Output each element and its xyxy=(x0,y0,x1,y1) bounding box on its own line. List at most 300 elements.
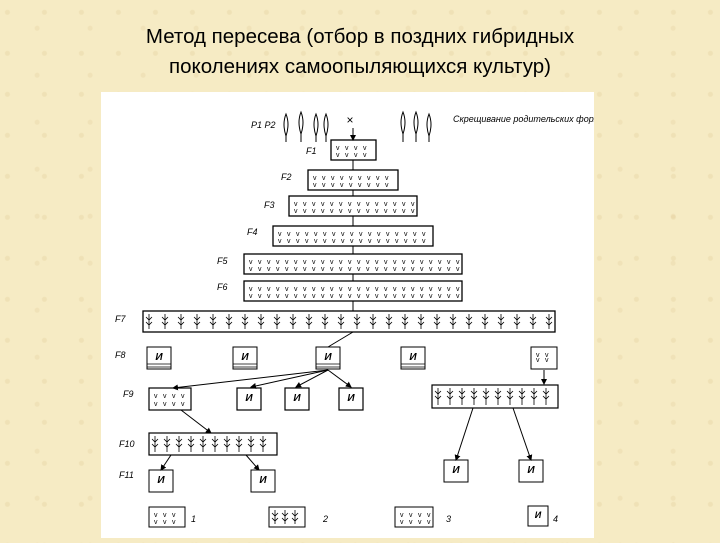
seedling-mark: v xyxy=(303,259,307,266)
seedling-mark: v xyxy=(348,286,352,293)
seedling-mark: v xyxy=(366,201,370,208)
legend xyxy=(149,506,558,527)
seedling-mark: v xyxy=(411,208,415,215)
slide-title xyxy=(0,22,720,82)
seedling-mark: v xyxy=(409,512,413,519)
seedling-mark: v xyxy=(267,293,271,300)
seedling-mark: v xyxy=(330,201,334,208)
seedling-mark: v xyxy=(181,393,185,400)
plant-mark xyxy=(370,314,376,329)
seedling-mark: v xyxy=(330,259,334,266)
seedling-mark: v xyxy=(181,401,185,408)
plant-mark xyxy=(531,388,537,405)
seedling-mark: v xyxy=(359,238,363,245)
seedling-mark: v xyxy=(456,286,460,293)
seedling-mark: v xyxy=(447,259,451,266)
seedling-mark: v xyxy=(312,208,316,215)
seedling-mark: v xyxy=(321,293,325,300)
seedling-mark: v xyxy=(258,259,262,266)
seedling-mark: v xyxy=(456,259,460,266)
seedling-mark: v xyxy=(313,175,317,182)
plant-mark xyxy=(466,314,472,329)
plant-mark xyxy=(290,314,296,329)
seedling-mark: v xyxy=(545,357,549,364)
seedling-mark: v xyxy=(354,145,358,152)
seedling-mark: v xyxy=(438,293,442,300)
seedling-mark: v xyxy=(276,286,280,293)
seedling-mark: v xyxy=(323,238,327,245)
plant-mark xyxy=(274,314,280,329)
plant-mark xyxy=(242,314,248,329)
seedling-mark: v xyxy=(402,201,406,208)
seedling-mark: v xyxy=(375,259,379,266)
seedling-mark: v xyxy=(321,208,325,215)
seedling-mark: v xyxy=(339,293,343,300)
plant-mark xyxy=(176,436,182,452)
label-f11: F11 xyxy=(119,470,134,480)
plant-mark xyxy=(546,314,552,329)
seedling-mark: v xyxy=(294,266,298,273)
seedling-mark: v xyxy=(294,293,298,300)
seedling-mark: v xyxy=(294,208,298,215)
seedling-mark: v xyxy=(303,293,307,300)
seedling-mark: v xyxy=(163,401,167,408)
plant-mark xyxy=(354,314,360,329)
seedling-mark: v xyxy=(366,208,370,215)
seedling-mark: v xyxy=(330,266,334,273)
seedling-mark: v xyxy=(322,182,326,189)
seedling-mark: v xyxy=(368,238,372,245)
plant-mark xyxy=(200,436,206,452)
seedling-mark: v xyxy=(375,286,379,293)
plot-letter: И xyxy=(452,465,460,476)
seedling-mark: v xyxy=(366,286,370,293)
seedling-mark: v xyxy=(427,519,431,526)
seedling-mark: v xyxy=(154,512,158,519)
label-f9: F9 xyxy=(123,389,134,399)
plot-letter: И xyxy=(527,465,535,476)
seedling-mark: v xyxy=(332,231,336,238)
seedling-mark: v xyxy=(357,266,361,273)
plot-letter: И xyxy=(259,475,267,486)
seedling-mark: v xyxy=(359,231,363,238)
seedling-mark: v xyxy=(411,266,415,273)
seedling-mark: v xyxy=(420,266,424,273)
plant-mark xyxy=(459,388,465,405)
seedling-mark: v xyxy=(305,231,309,238)
seedling-mark: v xyxy=(384,201,388,208)
plant-mark xyxy=(482,314,488,329)
seedling-mark: v xyxy=(339,201,343,208)
seedling-mark: v xyxy=(393,208,397,215)
seedling-mark: v xyxy=(154,393,158,400)
plant-mark xyxy=(507,388,513,405)
seedling-mark: v xyxy=(323,231,327,238)
seedling-mark: v xyxy=(285,259,289,266)
plant-mark xyxy=(435,388,441,405)
seedling-mark: v xyxy=(438,259,442,266)
label-f5: F5 xyxy=(217,256,228,266)
plant-mark xyxy=(498,314,504,329)
seedling-mark: v xyxy=(303,201,307,208)
seedling-mark: v xyxy=(429,293,433,300)
seedling-mark: v xyxy=(276,293,280,300)
title-line-2: поколениях самоопыляющихся культур) xyxy=(169,55,551,78)
seedling-mark: v xyxy=(249,259,253,266)
label-f1: F1 xyxy=(306,146,317,156)
seedling-mark: v xyxy=(447,286,451,293)
plant-mark xyxy=(338,314,344,329)
seedling-mark: v xyxy=(287,231,291,238)
seedling-mark: v xyxy=(321,266,325,273)
seedling-mark: v xyxy=(456,293,460,300)
plot-f8-5 xyxy=(531,347,557,369)
plot-letter: И xyxy=(409,352,417,363)
legend-number: 4 xyxy=(553,514,559,524)
seedling-mark: v xyxy=(545,352,549,359)
seedling-mark: v xyxy=(287,238,291,245)
seedling-mark: v xyxy=(322,175,326,182)
seedling-mark: v xyxy=(348,259,352,266)
seedling-mark: v xyxy=(331,175,335,182)
plot-f3 xyxy=(289,196,417,216)
seedling-mark: v xyxy=(536,357,540,364)
seedling-mark: v xyxy=(411,259,415,266)
seedling-mark: v xyxy=(294,286,298,293)
seedling-mark: v xyxy=(366,259,370,266)
plot-letter: И xyxy=(241,352,249,363)
plant-mark xyxy=(236,436,242,452)
plant-mark xyxy=(194,314,200,329)
plot-letter: И xyxy=(324,352,332,363)
selection-scheme-diagram xyxy=(101,92,594,538)
plant-mark xyxy=(519,388,525,405)
seedling-mark: v xyxy=(418,519,422,526)
seedling-mark: v xyxy=(321,201,325,208)
seedling-mark: v xyxy=(312,201,316,208)
seedling-mark: v xyxy=(163,519,167,526)
plot-letter: И xyxy=(245,393,253,404)
seedling-mark: v xyxy=(357,259,361,266)
seedling-mark: v xyxy=(413,231,417,238)
seedling-mark: v xyxy=(341,238,345,245)
seedling-mark: v xyxy=(402,286,406,293)
seedling-mark: v xyxy=(258,266,262,273)
label-f3: F3 xyxy=(264,200,275,210)
plant-mark xyxy=(210,314,216,329)
wheat-ear-icon xyxy=(284,112,328,142)
seedling-mark: v xyxy=(375,266,379,273)
seedling-mark: v xyxy=(276,266,280,273)
seedling-mark: v xyxy=(303,266,307,273)
diagram-panel xyxy=(101,92,594,538)
seedling-mark: v xyxy=(339,259,343,266)
seedling-mark: v xyxy=(384,208,388,215)
seedling-mark: v xyxy=(376,182,380,189)
seedling-mark: v xyxy=(339,208,343,215)
seedling-mark: v xyxy=(267,266,271,273)
seedling-mark: v xyxy=(385,182,389,189)
seedling-mark: v xyxy=(348,293,352,300)
seedling-mark: v xyxy=(422,231,426,238)
seedling-mark: v xyxy=(312,259,316,266)
seedling-mark: v xyxy=(393,266,397,273)
plot-f7 xyxy=(143,311,555,332)
plant-mark xyxy=(224,436,230,452)
plant-mark xyxy=(402,314,408,329)
seedling-mark: v xyxy=(447,293,451,300)
plant-mark xyxy=(248,436,254,452)
seedling-mark: v xyxy=(303,208,307,215)
plant-mark xyxy=(514,314,520,329)
seedling-mark: v xyxy=(276,259,280,266)
legend-number: 3 xyxy=(446,514,452,524)
seedling-mark: v xyxy=(366,293,370,300)
seedling-mark: v xyxy=(447,266,451,273)
label-f4: F4 xyxy=(247,227,258,237)
seedling-mark: v xyxy=(336,152,340,159)
legend-swatch-2 xyxy=(269,507,305,527)
seedling-mark: v xyxy=(321,259,325,266)
seedling-mark: v xyxy=(296,231,300,238)
plant-mark xyxy=(450,314,456,329)
seedling-mark: v xyxy=(402,266,406,273)
seedling-mark: v xyxy=(350,238,354,245)
seedling-mark: v xyxy=(172,393,176,400)
seedling-mark: v xyxy=(418,512,422,519)
seedling-mark: v xyxy=(312,293,316,300)
legend-number: 1 xyxy=(191,514,197,524)
seedling-mark: v xyxy=(249,266,253,273)
seedling-mark: v xyxy=(163,512,167,519)
plant-mark xyxy=(258,314,264,329)
seedling-mark: v xyxy=(358,175,362,182)
plant-mark xyxy=(164,436,170,452)
seedling-mark: v xyxy=(536,352,540,359)
seedling-mark: v xyxy=(332,238,336,245)
seedling-mark: v xyxy=(429,266,433,273)
seedling-mark: v xyxy=(345,152,349,159)
plant-mark xyxy=(162,314,168,329)
seedling-mark: v xyxy=(409,519,413,526)
parents-label: P1 P2 xyxy=(251,120,276,130)
seedling-mark: v xyxy=(377,231,381,238)
seedling-mark: v xyxy=(341,231,345,238)
seedling-mark: v xyxy=(363,145,367,152)
seedling-mark: v xyxy=(420,286,424,293)
seedling-mark: v xyxy=(411,286,415,293)
plant-mark xyxy=(272,510,278,524)
seedling-mark: v xyxy=(312,286,316,293)
seedling-mark: v xyxy=(420,293,424,300)
seedling-mark: v xyxy=(294,201,298,208)
seedling-mark: v xyxy=(249,293,253,300)
seedling-mark: v xyxy=(296,238,300,245)
seedling-mark: v xyxy=(345,145,349,152)
seedling-mark: v xyxy=(404,231,408,238)
seedling-mark: v xyxy=(330,293,334,300)
seedling-mark: v xyxy=(357,208,361,215)
seedling-mark: v xyxy=(404,238,408,245)
plot-f10 xyxy=(149,433,277,455)
generation-labels xyxy=(115,146,317,480)
plant-mark xyxy=(152,436,158,452)
plant-mark xyxy=(178,314,184,329)
seedling-mark: v xyxy=(402,208,406,215)
seedling-mark: v xyxy=(172,512,176,519)
plant-mark xyxy=(282,510,288,524)
seedling-mark: v xyxy=(313,182,317,189)
plot-letter: И xyxy=(347,393,355,404)
seedling-mark: v xyxy=(395,231,399,238)
plant-mark xyxy=(530,314,536,329)
plots-f10-right xyxy=(444,460,543,482)
seedling-mark: v xyxy=(285,286,289,293)
plant-mark xyxy=(543,388,549,405)
seedling-mark: v xyxy=(278,238,282,245)
plot-letter: И xyxy=(155,352,163,363)
parents-row xyxy=(251,112,594,142)
seedling-mark: v xyxy=(348,201,352,208)
seedling-mark: v xyxy=(384,266,388,273)
seedling-mark: v xyxy=(393,259,397,266)
seedling-mark: v xyxy=(368,231,372,238)
seedling-mark: v xyxy=(438,286,442,293)
seedling-mark: v xyxy=(294,259,298,266)
seedling-mark: v xyxy=(340,175,344,182)
seedling-mark: v xyxy=(330,286,334,293)
seedling-mark: v xyxy=(402,293,406,300)
seedling-mark: v xyxy=(349,175,353,182)
seedling-mark: v xyxy=(402,259,406,266)
seedling-mark: v xyxy=(278,231,282,238)
seedling-mark: v xyxy=(172,519,176,526)
seedling-mark: v xyxy=(357,286,361,293)
plant-mark xyxy=(260,436,266,452)
plant-mark xyxy=(322,314,328,329)
seedling-mark: v xyxy=(258,286,262,293)
plot-letter: И xyxy=(157,475,165,486)
seedling-mark: v xyxy=(427,512,431,519)
seedling-mark: v xyxy=(267,286,271,293)
seedling-mark: v xyxy=(400,519,404,526)
plant-mark xyxy=(418,314,424,329)
seedling-mark: v xyxy=(363,152,367,159)
plots-f11 xyxy=(149,470,275,492)
seedling-mark: v xyxy=(358,182,362,189)
seedling-mark: v xyxy=(375,201,379,208)
seedling-mark: v xyxy=(258,293,262,300)
seedling-mark: v xyxy=(400,512,404,519)
label-f2: F2 xyxy=(281,172,292,182)
label-f8: F8 xyxy=(115,350,126,360)
wheat-ear-icon xyxy=(401,112,431,142)
seedling-mark: v xyxy=(350,231,354,238)
seedling-mark: v xyxy=(357,293,361,300)
seedling-mark: v xyxy=(438,266,442,273)
label-f7: F7 xyxy=(115,314,126,324)
seedling-mark: v xyxy=(163,393,167,400)
cross-symbol: × xyxy=(346,113,354,127)
seedling-mark: v xyxy=(367,175,371,182)
seedling-mark: v xyxy=(312,266,316,273)
seedling-mark: v xyxy=(314,238,318,245)
seedling-mark: v xyxy=(249,286,253,293)
plots-f8 xyxy=(147,347,557,369)
seedling-mark: v xyxy=(321,286,325,293)
plot-letter: И xyxy=(534,510,542,520)
seedling-mark: v xyxy=(314,231,318,238)
plant-mark xyxy=(471,388,477,405)
seedling-mark: v xyxy=(429,286,433,293)
plot-letter: И xyxy=(293,393,301,404)
seedling-mark: v xyxy=(348,266,352,273)
plot-fill-marks xyxy=(146,145,552,526)
seedling-mark: v xyxy=(340,182,344,189)
plant-mark xyxy=(483,388,489,405)
seedling-mark: v xyxy=(375,208,379,215)
seedling-mark: v xyxy=(154,519,158,526)
seedling-mark: v xyxy=(267,259,271,266)
seedling-mark: v xyxy=(339,266,343,273)
seedling-mark: v xyxy=(305,238,309,245)
plant-mark xyxy=(226,314,232,329)
plant-mark xyxy=(212,436,218,452)
plant-mark xyxy=(146,314,152,329)
seedling-mark: v xyxy=(367,182,371,189)
seedling-mark: v xyxy=(172,401,176,408)
seedling-mark: v xyxy=(357,201,361,208)
plant-mark xyxy=(188,436,194,452)
seedling-mark: v xyxy=(385,175,389,182)
seedling-mark: v xyxy=(384,293,388,300)
plant-mark xyxy=(292,510,298,524)
seedling-mark: v xyxy=(456,266,460,273)
seedling-mark: v xyxy=(303,286,307,293)
plant-mark xyxy=(386,314,392,329)
seedling-mark: v xyxy=(377,238,381,245)
plant-mark xyxy=(495,388,501,405)
plant-mark xyxy=(447,388,453,405)
seedling-mark: v xyxy=(413,238,417,245)
seedling-mark: v xyxy=(354,152,358,159)
seedling-mark: v xyxy=(330,208,334,215)
seedling-mark: v xyxy=(285,266,289,273)
title-line-1: Метод пересева (отбор в поздних гибридных xyxy=(145,25,575,48)
seedling-mark: v xyxy=(384,286,388,293)
cross-label: Скрещивание родительских форм xyxy=(453,114,594,124)
seedling-mark: v xyxy=(422,238,426,245)
seedling-mark: v xyxy=(285,293,289,300)
seedling-mark: v xyxy=(429,259,433,266)
seedling-mark: v xyxy=(366,266,370,273)
seedling-mark: v xyxy=(336,145,340,152)
plant-mark xyxy=(434,314,440,329)
seedling-mark: v xyxy=(411,201,415,208)
plant-mark xyxy=(306,314,312,329)
seedling-mark: v xyxy=(420,259,424,266)
seedling-mark: v xyxy=(393,201,397,208)
label-f10: F10 xyxy=(119,439,135,449)
seedling-mark: v xyxy=(331,182,335,189)
seedling-mark: v xyxy=(411,293,415,300)
plots-pyramid xyxy=(143,140,555,332)
seedling-mark: v xyxy=(395,238,399,245)
label-f6: F6 xyxy=(217,282,228,292)
seedling-mark: v xyxy=(349,182,353,189)
seedling-mark: v xyxy=(348,208,352,215)
seedling-mark: v xyxy=(376,175,380,182)
